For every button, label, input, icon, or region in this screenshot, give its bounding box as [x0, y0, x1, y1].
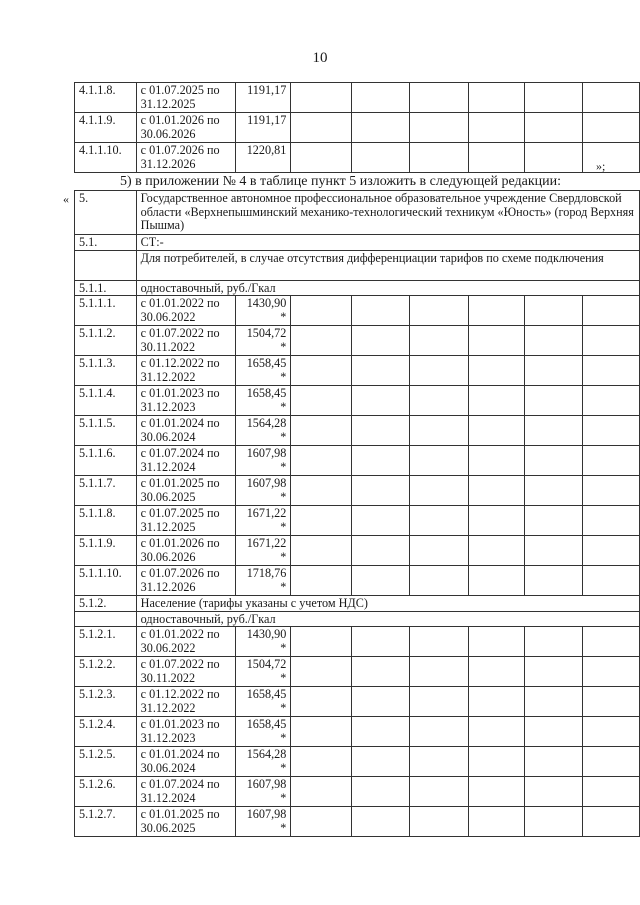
row-period: с 01.01.2023 по 31.12.2023 [136, 717, 235, 747]
empty-cell [525, 717, 583, 747]
row-period: с 01.07.2025 по 31.12.2025 [136, 506, 235, 536]
empty-cell [410, 356, 468, 386]
empty-cell [291, 506, 351, 536]
row-period: с 01.12.2022 по 31.12.2022 [136, 356, 235, 386]
table-row [75, 627, 640, 657]
row-period: с 01.07.2022 по 30.11.2022 [136, 326, 235, 356]
row-period: с 01.01.2023 по 31.12.2023 [136, 386, 235, 416]
empty-cell [351, 113, 409, 143]
row-value: 1564,28 * [235, 747, 291, 777]
row-number: 5.1.1.4. [75, 386, 137, 416]
empty-cell [583, 83, 640, 113]
empty-cell [468, 113, 524, 143]
empty-cell [583, 356, 640, 386]
empty-cell [291, 777, 351, 807]
row-period: с 01.01.2024 по 30.06.2024 [136, 747, 235, 777]
empty-cell [291, 476, 351, 506]
table-row [75, 386, 640, 416]
empty-cell [351, 536, 409, 566]
st-label: СТ:- [136, 235, 639, 251]
row-value: 1220,81 [235, 143, 291, 173]
empty-cell [291, 717, 351, 747]
table-row [75, 657, 640, 687]
empty-cell [583, 506, 640, 536]
empty-cell [351, 506, 409, 536]
row-period: с 01.07.2022 по 30.11.2022 [136, 657, 235, 687]
row-number: 5.1.2.3. [75, 687, 137, 717]
row-period: с 01.07.2025 по 31.12.2025 [136, 83, 235, 113]
empty-cell [291, 446, 351, 476]
empty-cell [351, 566, 409, 596]
empty-cell [410, 386, 468, 416]
empty-cell [291, 296, 351, 326]
row-number: 5.1.1.5. [75, 416, 137, 446]
empty-cell [410, 657, 468, 687]
empty-cell [583, 416, 640, 446]
table-row [75, 326, 640, 356]
row-value: 1671,22 * [235, 536, 291, 566]
empty-cell [410, 326, 468, 356]
empty-cell [468, 566, 524, 596]
row-period: с 01.12.2022 по 31.12.2022 [136, 687, 235, 717]
empty-cell [410, 506, 468, 536]
table-row [75, 476, 640, 506]
empty-cell [351, 83, 409, 113]
empty-cell [525, 747, 583, 777]
empty-cell [291, 326, 351, 356]
empty-cell [468, 296, 524, 326]
empty-cell [525, 446, 583, 476]
row-period: с 01.01.2022 по 30.06.2022 [136, 296, 235, 326]
empty-cell [583, 113, 640, 143]
row-number: 4.1.1.9. [75, 113, 137, 143]
row-value: 1607,98 * [235, 777, 291, 807]
empty-cell [410, 83, 468, 113]
empty-cell [410, 747, 468, 777]
table-row [75, 113, 640, 143]
row-period: с 01.01.2024 по 30.06.2024 [136, 416, 235, 446]
row-value: 1191,17 [235, 113, 291, 143]
empty-cell [525, 506, 583, 536]
table-row [75, 536, 640, 566]
empty-cell [525, 296, 583, 326]
empty-cell [291, 83, 351, 113]
row-value: 1504,72 * [235, 657, 291, 687]
row-value: 1658,45 * [235, 687, 291, 717]
empty-cell [410, 446, 468, 476]
row-period: с 01.01.2026 по 30.06.2026 [136, 113, 235, 143]
empty-cell [525, 476, 583, 506]
empty-cell [468, 807, 524, 837]
empty-cell [525, 83, 583, 113]
empty-cell [525, 143, 583, 173]
row-value: 1607,98 * [235, 476, 291, 506]
row-value: 1658,45 * [235, 356, 291, 386]
amendment-instruction: 5) в приложении № 4 в таблице пункт 5 изложить в следующей редакции: [120, 174, 561, 189]
empty-cell [291, 687, 351, 717]
empty-cell [468, 416, 524, 446]
empty-cell [410, 476, 468, 506]
empty-cell [351, 717, 409, 747]
row-number: 5.1.2.1. [75, 627, 137, 657]
empty-cell [410, 536, 468, 566]
empty-cell [410, 416, 468, 446]
table-row [75, 296, 640, 326]
empty-cell [468, 747, 524, 777]
row-period: с 01.07.2026 по 31.12.2026 [136, 143, 235, 173]
empty-cell [351, 747, 409, 777]
table-row [75, 143, 640, 173]
empty-cell [468, 326, 524, 356]
empty-cell [468, 356, 524, 386]
row-number: 5.1.1.10. [75, 566, 137, 596]
empty-cell [291, 807, 351, 837]
empty-cell [291, 566, 351, 596]
empty-cell [583, 446, 640, 476]
table-row [75, 687, 640, 717]
empty-cell [410, 627, 468, 657]
empty-cell [468, 83, 524, 113]
empty-cell [468, 536, 524, 566]
row-value: 1564,28 * [235, 416, 291, 446]
row-number: 5.1.2.2. [75, 657, 137, 687]
empty-cell [525, 687, 583, 717]
empty-cell [291, 657, 351, 687]
row-number: 5.1.1.6. [75, 446, 137, 476]
empty-cell [468, 717, 524, 747]
row-number: 5.1.1.1. [75, 296, 137, 326]
empty-cell [351, 416, 409, 446]
row-period: с 01.01.2025 по 30.06.2025 [136, 476, 235, 506]
empty-cell [583, 627, 640, 657]
empty-cell [291, 143, 351, 173]
empty-cell [351, 296, 409, 326]
row-number: 5.1.1.7. [75, 476, 137, 506]
row-value: 1658,45 * [235, 386, 291, 416]
row-value: 1191,17 [235, 83, 291, 113]
empty-cell [468, 657, 524, 687]
pop-label: Население (тарифы указаны с учетом НДС) [136, 596, 639, 612]
empty-cell [410, 807, 468, 837]
empty-cell [583, 777, 640, 807]
empty-cell [583, 536, 640, 566]
empty-cell [583, 566, 640, 596]
empty-cell [583, 687, 640, 717]
row-period: с 01.01.2026 по 30.06.2026 [136, 536, 235, 566]
empty-cell [351, 657, 409, 687]
row-number: 5.1.2.6. [75, 777, 137, 807]
tariff-table-continued [74, 82, 640, 173]
row-number: 5.1.1.3. [75, 356, 137, 386]
row-value: 1607,98 * [235, 807, 291, 837]
row-period: с 01.01.2025 по 30.06.2025 [136, 807, 235, 837]
table-row [75, 807, 640, 837]
row-period: с 01.07.2024 по 31.12.2024 [136, 777, 235, 807]
empty-cell [351, 326, 409, 356]
empty-cell [291, 386, 351, 416]
table-row [75, 747, 640, 777]
empty-cell [410, 296, 468, 326]
empty-cell [291, 747, 351, 777]
empty-cell [525, 536, 583, 566]
empty-cell [468, 777, 524, 807]
empty-cell [468, 143, 524, 173]
empty-cell [583, 143, 640, 173]
row-value: 1430,90 * [235, 627, 291, 657]
table-row [75, 83, 640, 113]
empty-cell [583, 386, 640, 416]
empty-cell [525, 416, 583, 446]
row-period: с 01.07.2026 по 31.12.2026 [136, 566, 235, 596]
empty-cell [351, 446, 409, 476]
empty-cell [468, 386, 524, 416]
org-number: 5. [75, 191, 137, 235]
row-number: 5.1.1.8. [75, 506, 137, 536]
empty-cell [525, 657, 583, 687]
empty-cell [468, 687, 524, 717]
empty-cell [351, 627, 409, 657]
empty-cell [351, 807, 409, 837]
table-row [75, 356, 640, 386]
empty-cell [291, 113, 351, 143]
org-name: Государственное автономное профессиональное образовательное учреждение Свердловской области «Верхнепышминский механико-технологический техникум «Юность» (город Верхняя Пышма) [136, 191, 639, 235]
row-number: 5.1.1.9. [75, 536, 137, 566]
rate2-label: одноставочный, руб./Гкал [136, 611, 639, 627]
row-number: 5.1.2.7. [75, 807, 137, 837]
row-number: 5.1.1.2. [75, 326, 137, 356]
empty-cell [468, 506, 524, 536]
empty-cell [583, 747, 640, 777]
row-value: 1671,22 * [235, 506, 291, 536]
empty-cell [525, 777, 583, 807]
empty-cell [291, 416, 351, 446]
empty-cell [525, 356, 583, 386]
row-number: 4.1.1.8. [75, 83, 137, 113]
closing-quote: »; [596, 159, 606, 173]
empty-cell [525, 627, 583, 657]
empty-cell [351, 143, 409, 173]
empty-cell [525, 807, 583, 837]
table-row [75, 566, 640, 596]
row-value: 1718,76 * [235, 566, 291, 596]
row-value: 1607,98 * [235, 446, 291, 476]
opening-quote: « [63, 192, 69, 206]
row-value: 1430,90 * [235, 296, 291, 326]
empty-cell [351, 386, 409, 416]
st-number: 5.1. [75, 235, 137, 251]
row-period: с 01.01.2022 по 30.06.2022 [136, 627, 235, 657]
row-number: 5.1.2.5. [75, 747, 137, 777]
row-value: 1504,72 * [235, 326, 291, 356]
empty-cell [583, 296, 640, 326]
table-row [75, 717, 640, 747]
empty-cell [291, 356, 351, 386]
table-row [75, 446, 640, 476]
empty-cell [410, 717, 468, 747]
table-row [75, 506, 640, 536]
empty-cell [583, 326, 640, 356]
empty-cell [351, 476, 409, 506]
empty-cell [583, 717, 640, 747]
table-row [75, 777, 640, 807]
rate1-number: 5.1.1. [75, 280, 137, 296]
consumers-number [75, 250, 137, 280]
row-number: 5.1.2.4. [75, 717, 137, 747]
pop-number: 5.1.2. [75, 596, 137, 612]
empty-cell [291, 627, 351, 657]
page-number: 10 [312, 50, 328, 66]
tariff-table-item-5 [74, 190, 640, 837]
empty-cell [351, 777, 409, 807]
empty-cell [583, 657, 640, 687]
empty-cell [351, 356, 409, 386]
consumers-label: Для потребителей, в случае отсутствия дифференциации тарифов по схеме подключения [136, 250, 639, 280]
empty-cell [525, 386, 583, 416]
rate2-number [75, 611, 137, 627]
empty-cell [291, 536, 351, 566]
row-number: 4.1.1.10. [75, 143, 137, 173]
empty-cell [410, 566, 468, 596]
rate1-label: одноставочный, руб./Гкал [136, 280, 639, 296]
empty-cell [525, 566, 583, 596]
empty-cell [583, 807, 640, 837]
empty-cell [468, 627, 524, 657]
table-row [75, 416, 640, 446]
empty-cell [525, 113, 583, 143]
empty-cell [468, 446, 524, 476]
empty-cell [583, 476, 640, 506]
empty-cell [410, 687, 468, 717]
empty-cell [525, 326, 583, 356]
row-period: с 01.07.2024 по 31.12.2024 [136, 446, 235, 476]
row-value: 1658,45 * [235, 717, 291, 747]
empty-cell [410, 113, 468, 143]
empty-cell [410, 777, 468, 807]
empty-cell [410, 143, 468, 173]
empty-cell [468, 476, 524, 506]
empty-cell [351, 687, 409, 717]
